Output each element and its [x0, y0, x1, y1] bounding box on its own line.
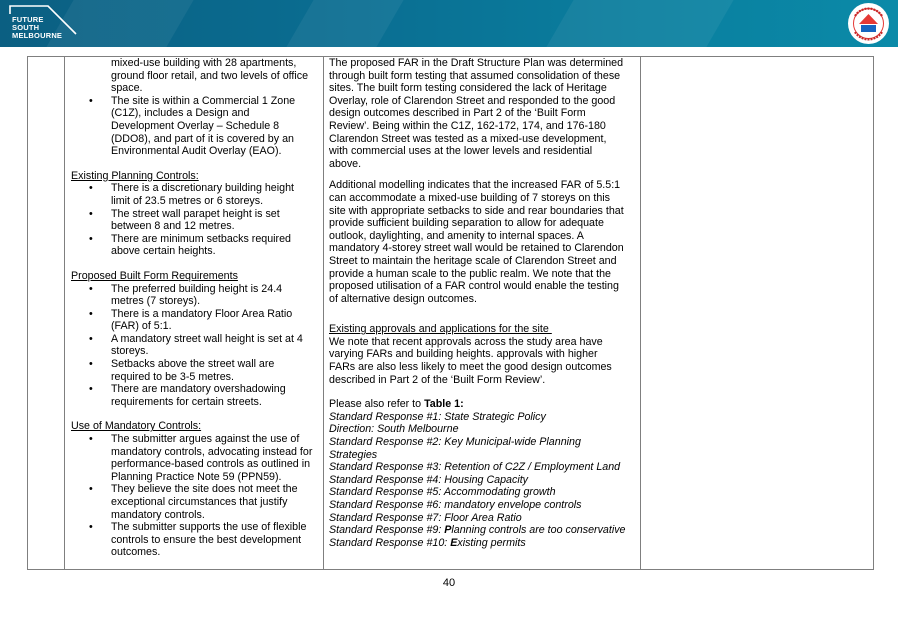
response-column: [329, 57, 637, 549]
text-line: mandatory controls.: [111, 508, 205, 521]
text-line: (C1Z), includes a Design and: [111, 107, 250, 120]
text-line: controls to ensure the best development: [111, 533, 302, 546]
bullet-item: [71, 208, 319, 233]
text-line: provide a human scale to the public realm. We note that the: [329, 267, 611, 280]
standard-response: Direction: South Melbourne: [329, 423, 459, 436]
text-line: • The site is within a Commercial 1 Zone: [111, 94, 296, 107]
standard-responses-list: [329, 411, 637, 550]
response-paragraph-1: [329, 57, 637, 170]
text-line: design outcomes described in Part 2 of the ‘Built Form: [329, 107, 586, 120]
proposed-requirements-bullets: [71, 283, 319, 409]
response-paragraph-2: [329, 179, 637, 305]
column-divider: [64, 57, 65, 569]
column-divider: [323, 57, 324, 569]
text-line: exceptional circumstances that justify: [111, 496, 288, 508]
response-rest: lanning controls are too conservative: [451, 524, 626, 537]
refer-prefix: Please also refer to: [329, 398, 425, 411]
response-prefix: Standard Response #9:: [329, 524, 445, 537]
text-line: • They believe the site does not meet the: [111, 483, 298, 496]
text-line: metres (7 storeys).: [111, 295, 201, 308]
text-line: We note that recent approvals across the study area have: [329, 335, 603, 348]
standard-response: [329, 524, 637, 537]
text-line: • There is a discretionary building height: [111, 182, 294, 195]
text-line: above certain heights.: [111, 245, 216, 258]
text-line: Development Overlay – Schedule 8: [111, 119, 280, 132]
bullet-item: [71, 521, 319, 559]
refer-line: [329, 398, 637, 411]
standard-response: Standard Response #2: Key Municipal-wide Planning: [329, 436, 581, 449]
text-line: outcomes.: [111, 546, 161, 559]
text-line: • There are minimum setbacks required: [111, 232, 291, 245]
column-divider: [640, 57, 641, 569]
text-line: required to be 3-5 metres.: [111, 370, 234, 383]
text-line: Additional modelling indicates that the increased FAR of 5.5:1: [329, 179, 621, 192]
text-line: site with appropriate setbacks to side and rear boundaries that: [329, 204, 624, 217]
bullet-item: [71, 182, 319, 207]
intro-bullets: [71, 95, 319, 158]
text-line: requirements for certain streets.: [111, 395, 262, 408]
text-line: ground floor retail, and two levels of office: [111, 69, 309, 82]
bullet-item: [71, 383, 319, 408]
bullet-item: [71, 95, 319, 158]
submission-table: [27, 56, 874, 570]
standard-response: Standard Response #4: Housing Capacity: [329, 473, 529, 486]
text-line: through built form testing that assumed consolidation of these: [329, 69, 621, 82]
existing-controls-bullets: [71, 182, 319, 258]
text-line: Street to maintain the heritage scale of Clarendon Street and: [329, 254, 617, 267]
submission-summary-column: [71, 57, 319, 559]
response-bold-letter: P: [444, 524, 452, 537]
bullet-item: [71, 483, 319, 521]
logo-line: FUTURE: [12, 15, 44, 24]
text-line: mixed-use building with 28 apartments,: [111, 57, 297, 69]
response-prefix: Standard Response #10:: [329, 536, 451, 549]
text-line: (DDO8), and part of it is covered by an: [111, 132, 294, 145]
text-line: above.: [329, 157, 362, 170]
existing-approvals-heading: Existing approvals and applications for the site: [329, 323, 552, 336]
text-line: FARs are also less likely to meet the good design outcomes: [329, 361, 612, 374]
existing-controls-heading: Existing Planning Controls:: [71, 169, 199, 182]
proposed-requirements-heading: Proposed Built Form Requirements: [71, 269, 238, 282]
standard-response: Standard Response #6: mandatory envelope controls: [329, 499, 582, 511]
page-number: 40: [442, 577, 456, 589]
text-line: space.: [111, 82, 143, 95]
response-rest: xisting permits: [457, 536, 526, 549]
bullet-item: [71, 308, 319, 333]
text-line: • There are mandatory overshadowing: [111, 383, 286, 396]
table-reference: Table 1:: [424, 398, 464, 411]
bullet-item: [71, 433, 319, 483]
standard-response: Standard Response #5: Accommodating growth: [329, 486, 556, 499]
text-line: mandatory controls, advocating instead for: [111, 445, 313, 458]
mandatory-controls-bullets: [71, 433, 319, 559]
text-line: of alternative design outcomes.: [329, 292, 477, 305]
mandatory-controls-heading: Use of Mandatory Controls:: [71, 420, 202, 433]
text-line: Environmental Audit Overlay (EAO).: [111, 145, 282, 158]
logo-line: SOUTH: [12, 23, 40, 32]
text-line: described in Part 2 of the ‘Built Form Review’.: [329, 373, 546, 386]
text-line: outlook, daylighting, and amenity to internal spaces. A: [329, 229, 584, 242]
text-line: • The street wall parapet height is set: [111, 207, 280, 220]
continued-text: [71, 57, 319, 95]
response-paragraph-3: [329, 336, 637, 386]
bullet-item: [71, 233, 319, 258]
text-line: performance-based controls as outlined in: [111, 458, 311, 471]
text-line: with commercial uses at the lower levels and residential: [329, 145, 593, 158]
standard-response: Strategies: [329, 448, 378, 461]
text-line: • The submitter argues against the use of: [111, 433, 300, 446]
response-bold-letter: E: [450, 536, 458, 549]
standard-response: [329, 537, 637, 550]
text-line: limit of 23.5 metres or 6 storeys.: [111, 194, 264, 207]
text-line: varying FARs and building heights. approvals with higher: [329, 348, 598, 361]
text-line: Overlay, role of Clarendon Street and responded to the good: [329, 94, 616, 107]
text-line: storeys.: [111, 345, 149, 358]
text-line: • There is a mandatory Floor Area Ratio: [111, 307, 293, 320]
text-line: Planning Practice Note 59 (PPN59).: [111, 470, 282, 483]
future-south-melbourne-logo: [8, 4, 78, 44]
standard-response: Standard Response #3: Retention of C2Z / Employment Land: [329, 461, 621, 474]
text-line: sites. The built form testing considered the lack of Heritage: [329, 82, 607, 95]
logo-line: MELBOURNE: [12, 31, 63, 40]
text-line: provide sufficient building separation to allow for adequate: [329, 217, 604, 230]
bullet-item: [71, 333, 319, 358]
text-line: The proposed FAR in the Draft Structure Plan was determined: [329, 57, 624, 69]
bullet-item: [71, 358, 319, 383]
text-line: • Setbacks above the street wall are: [111, 358, 275, 371]
text-line: can accommodate a mixed-use building of 7 storeys on this: [329, 191, 610, 204]
standard-response: Standard Response #1: State Strategic Policy: [329, 410, 546, 423]
header-banner: [0, 0, 898, 47]
port-phillip-seal-logo: [847, 2, 890, 45]
text-line: • The submitter supports the use of flexible: [111, 521, 307, 534]
text-line: • The preferred building height is 24.4: [111, 282, 283, 295]
bullet-item: [71, 283, 319, 308]
text-line: Clarendon Street was tested as a mixed-use development,: [329, 132, 607, 145]
text-line: (FAR) of 5:1.: [111, 320, 172, 333]
text-line: proposed utilisation of a FAR control would enable the testing: [329, 280, 619, 293]
text-line: Review’. Being within the C1Z, 162-172, 174, and 176-180: [329, 119, 606, 132]
text-line: • A mandatory street wall height is set at 4: [111, 332, 303, 345]
standard-response: Standard Response #7: Floor Area Ratio: [329, 511, 522, 524]
text-line: mandatory 4-storey street wall would be retained to Clarendon: [329, 242, 624, 255]
text-line: between 8 and 12 metres.: [111, 220, 235, 233]
